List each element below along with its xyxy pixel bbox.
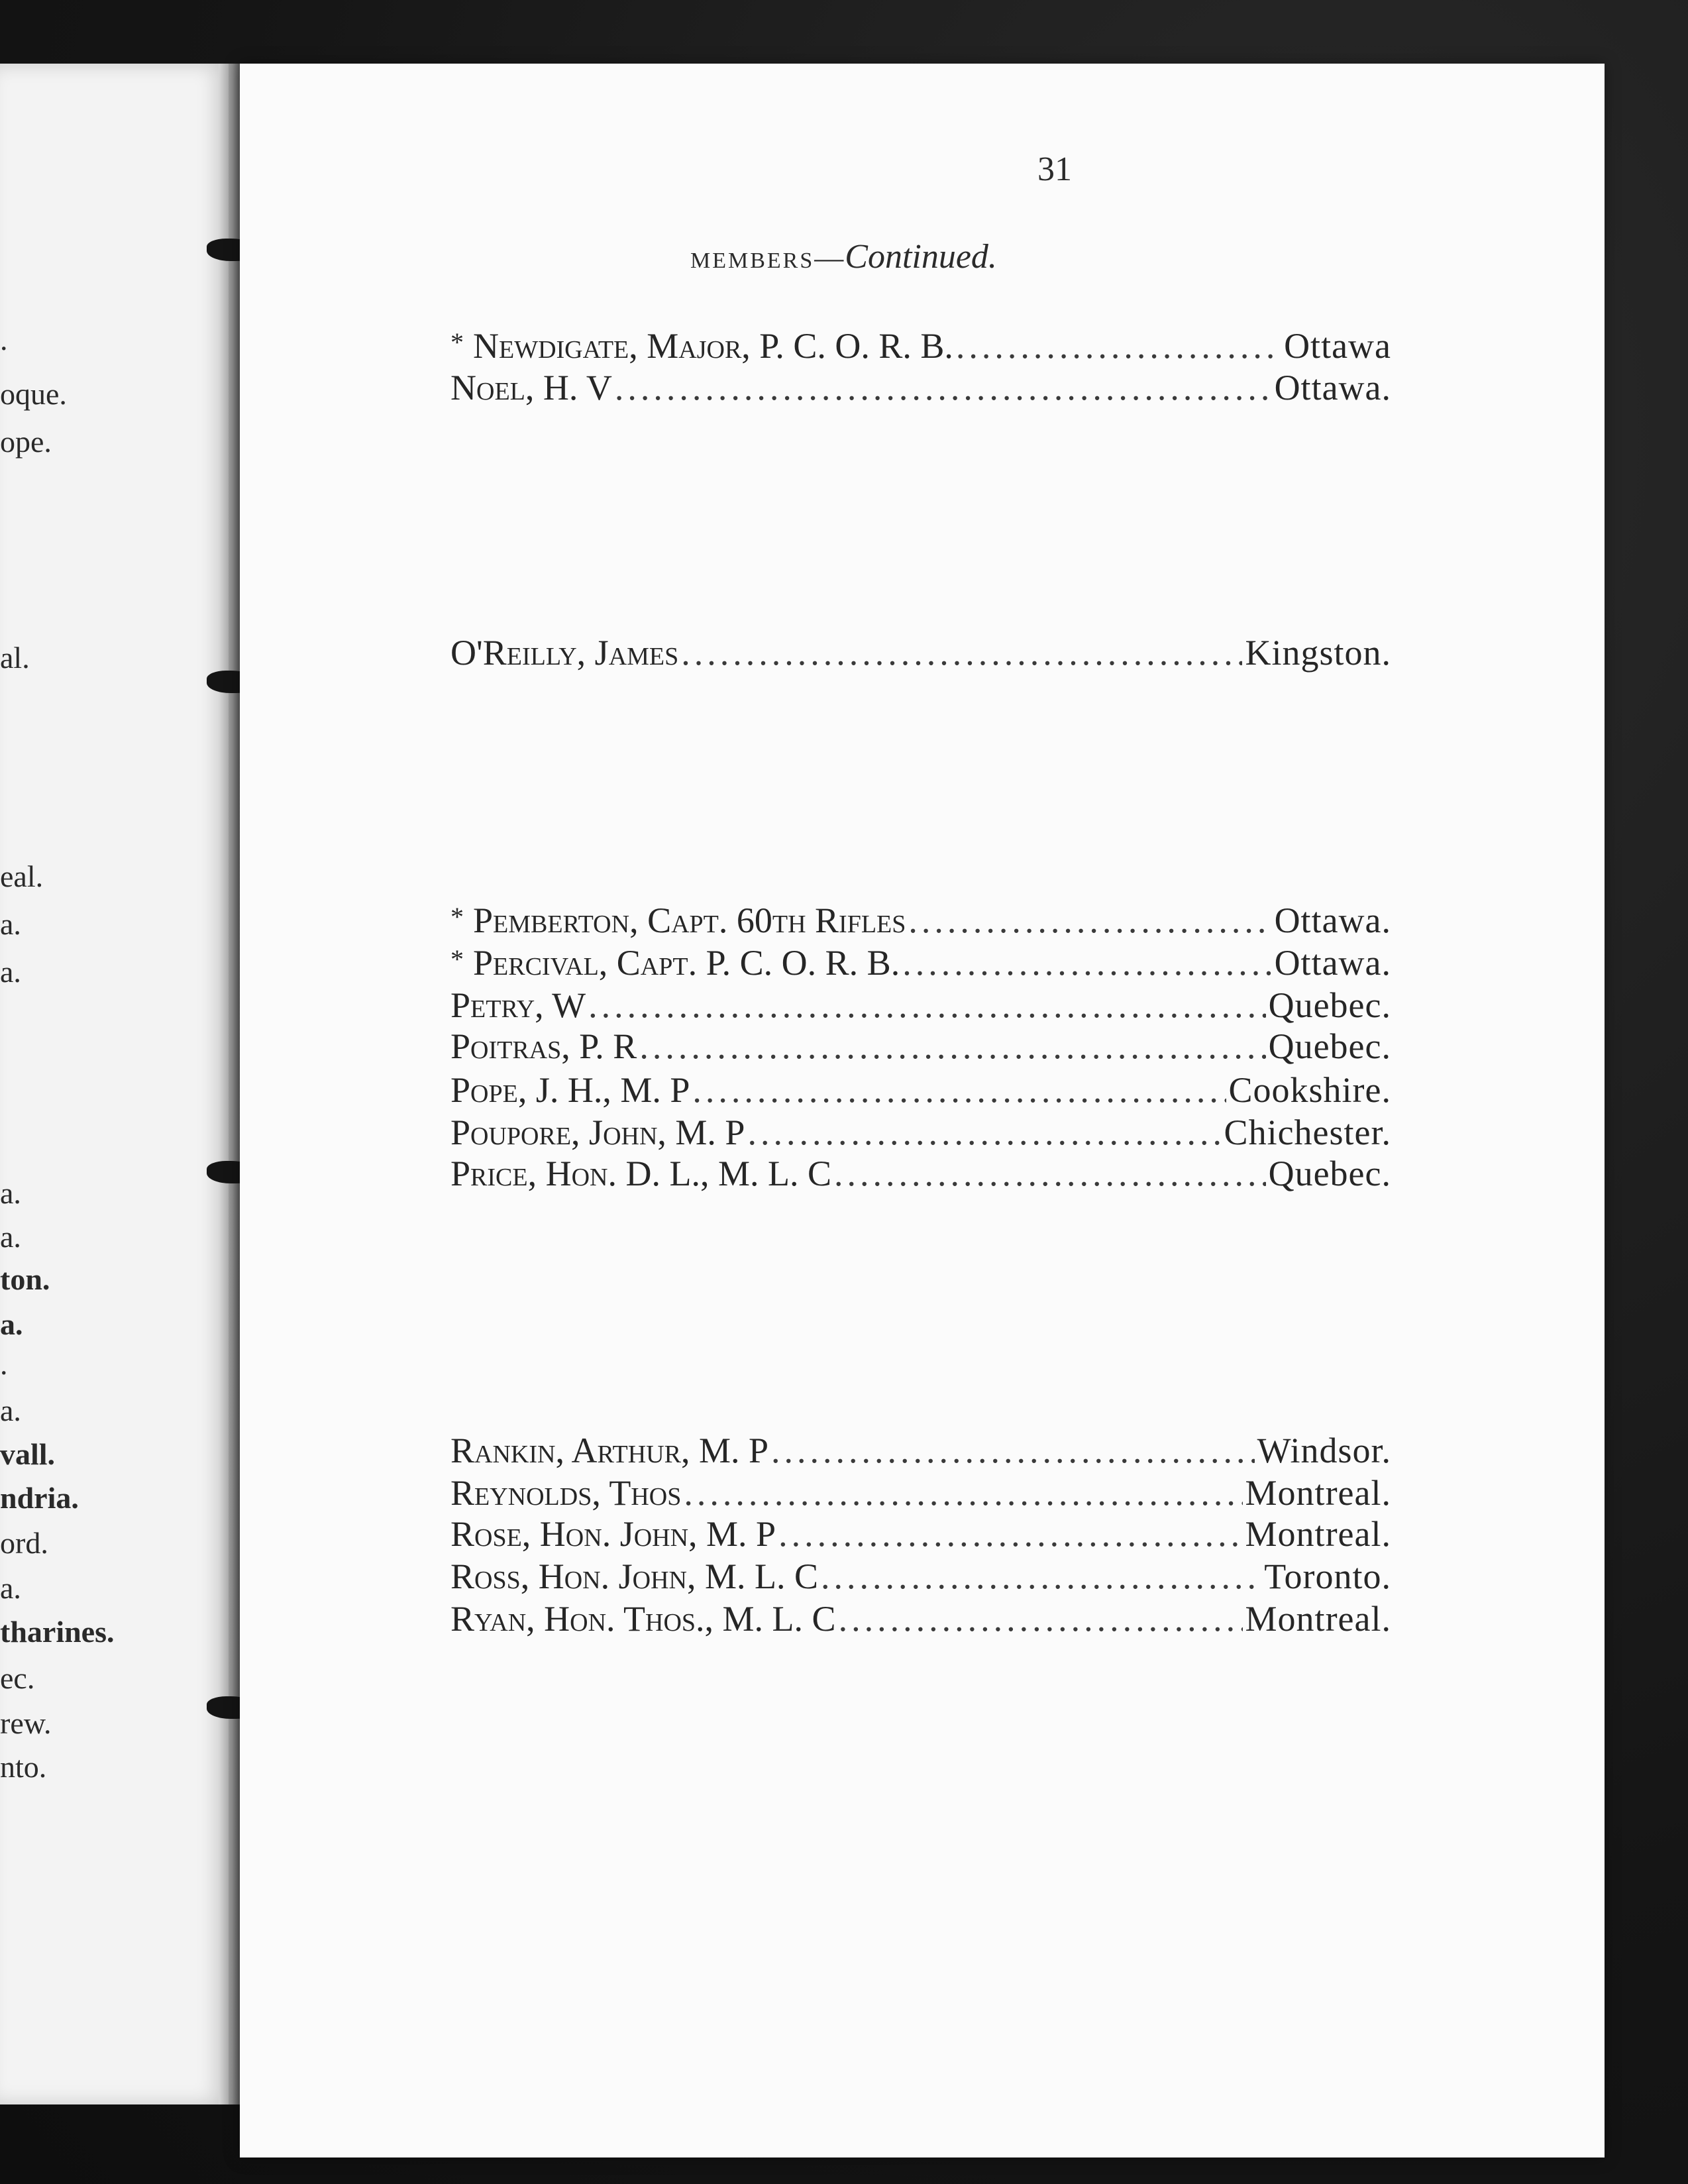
leader-dots [639, 1026, 1265, 1067]
member-name: * Newdigate, Major, P. C. O. R. B. [450, 326, 953, 366]
member-name: Price, Hon. D. L., M. L. C [450, 1154, 831, 1193]
left-page-fragment: nto. [0, 1750, 47, 1784]
member-name: Rose, Hon. John, M. P [450, 1514, 776, 1554]
member-entry [450, 1598, 1391, 1641]
asterisk-marker: * [450, 944, 464, 974]
leader-dots [908, 900, 1271, 941]
member-entry [450, 632, 1391, 675]
member-entry [450, 1026, 1391, 1068]
member-name: Pope, J. H., M. P [450, 1070, 690, 1110]
leader-dots [615, 367, 1272, 408]
left-page-fragment: al. [0, 641, 30, 675]
left-page-fragment: a. [0, 1307, 23, 1341]
left-page-fragment: ope. [0, 425, 52, 459]
section-header-caps: members [690, 240, 815, 275]
member-name: Petry, W [450, 985, 586, 1025]
leader-dots [692, 1069, 1226, 1111]
left-page-fragment: ton. [0, 1262, 50, 1296]
member-entry [450, 1430, 1391, 1472]
left-page-fragment: a. [0, 1571, 21, 1605]
member-place: Kingston. [1245, 633, 1391, 673]
member-place: Montreal. [1245, 1514, 1391, 1554]
member-place: Toronto. [1264, 1556, 1391, 1596]
member-name: O'Reilly, James [450, 633, 679, 673]
member-entry [450, 1069, 1391, 1112]
member-name: Poupore, John, M. P [450, 1113, 745, 1152]
member-name: Reynolds, Thos [450, 1473, 682, 1513]
member-place: Montreal. [1245, 1599, 1391, 1639]
leader-dots [902, 942, 1271, 983]
member-entry [450, 1556, 1391, 1598]
left-page-fragment: eal. [0, 859, 44, 893]
asterisk-marker: * [450, 902, 464, 932]
leader-dots [684, 1472, 1242, 1513]
member-entry [450, 367, 1391, 410]
left-page-fragment: vall. [0, 1437, 56, 1471]
member-name: * Percival, Capt. P. C. O. R. B. [450, 943, 900, 983]
section-header-dash: — [814, 242, 845, 274]
left-page-fragment: a. [0, 1393, 21, 1427]
asterisk-marker: * [450, 327, 464, 357]
member-place: Ottawa. [1274, 901, 1391, 940]
member-place: Quebec. [1268, 985, 1391, 1025]
left-page-fragment: ec. [0, 1661, 35, 1695]
left-page-fragment: tharines. [0, 1615, 115, 1649]
left-page-fragment: a. [0, 907, 21, 941]
leader-dots [681, 632, 1242, 673]
right-page [240, 64, 1605, 2157]
left-page-fragment: a. [0, 1176, 21, 1210]
member-name: Ross, Hon. John, M. L. C [450, 1556, 818, 1596]
leader-dots [771, 1430, 1255, 1471]
left-page-fragment: a. [0, 1220, 21, 1254]
left-page-fragment: a. [0, 955, 21, 989]
member-place: Ottawa. [1274, 368, 1391, 408]
member-entry [450, 985, 1391, 1027]
member-place: Windsor. [1257, 1431, 1391, 1470]
leader-dots [834, 1153, 1266, 1194]
left-page-fragment: oque. [0, 377, 67, 411]
leader-dots [821, 1556, 1261, 1597]
section-header [690, 237, 1419, 276]
member-place: Ottawa [1284, 326, 1391, 366]
left-page-fragment: . [0, 323, 8, 356]
section-header-italic: Continued. [845, 238, 997, 276]
member-place: Cookshire. [1228, 1070, 1391, 1110]
member-place: Montreal. [1245, 1473, 1391, 1513]
member-place: Quebec. [1268, 1026, 1391, 1066]
leader-dots [588, 985, 1265, 1026]
member-name: Poitras, P. R [450, 1026, 637, 1066]
member-entry [450, 1153, 1391, 1195]
leader-dots [839, 1598, 1243, 1639]
member-entry [450, 900, 1391, 942]
member-place: Chichester. [1224, 1113, 1391, 1152]
member-name: Ryan, Hon. Thos., M. L. C [450, 1599, 836, 1639]
member-entry [450, 1472, 1391, 1515]
member-place: Ottawa. [1274, 943, 1391, 983]
page-number: 31 [1037, 150, 1072, 188]
member-place: Quebec. [1268, 1154, 1391, 1193]
member-name: * Pemberton, Capt. 60th Rifles [450, 901, 906, 940]
leader-dots [778, 1513, 1242, 1555]
left-page-fragment: . [0, 1347, 8, 1381]
member-name: Rankin, Arthur, M. P [450, 1431, 769, 1470]
member-entry [450, 325, 1391, 368]
member-name: Noel, H. V [450, 368, 612, 408]
member-entry [450, 942, 1391, 985]
left-facing-page [0, 64, 229, 2104]
leader-dots [747, 1112, 1221, 1153]
member-entry [450, 1112, 1391, 1154]
left-page-fragment: rew. [0, 1706, 52, 1740]
member-entry [450, 1513, 1391, 1556]
left-page-fragment: ord. [0, 1526, 48, 1560]
left-page-fragment: ndria. [0, 1481, 79, 1515]
leader-dots [956, 325, 1281, 366]
